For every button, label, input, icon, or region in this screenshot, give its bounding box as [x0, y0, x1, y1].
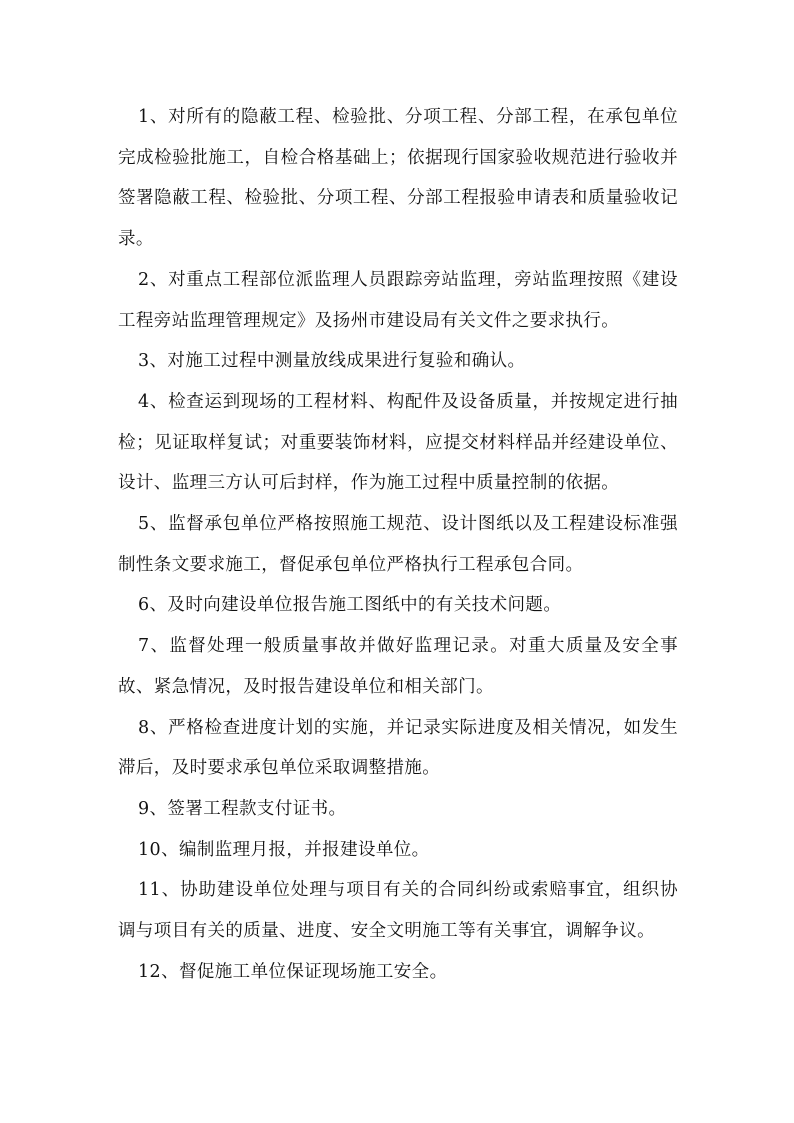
paragraph-5: 5、监督承包单位严格按照施工规范、设计图纸以及工程建设标准强制性条文要求施工，督促承包单位严格执行工程承包合同。 — [118, 514, 678, 575]
paragraph-3: 3、对施工过程中测量放线成果进行复验和确认。 — [138, 351, 526, 372]
paragraph-8: 8、严格检查进度计划的实施，并记录实际进度及相关情况，如发生滞后，及时要求承包单位采取调整措施。 — [118, 717, 678, 779]
paragraph-6: 6、及时向建设单位报告施工图纸中的有关技术问题。 — [138, 595, 562, 616]
paragraph-4: 4、检查运到现场的工程材料、构配件及设备质量，并按规定进行抽检；见证取样复试；对重要装饰材料，应提交材料样品并经建设单位、设计、监理三方认可后封样，作为施工过程中质量控制的依据。 — [118, 391, 678, 494]
paragraph-1: 1、对所有的隐蔽工程、检验批、分项工程、分部工程，在承包单位完成检验批施工，自检合格基础上；依据现行国家验收规范进行验收并签署隐蔽工程、检验批、分项工程、分部工程报验申请表和质量验收记录。 — [118, 107, 678, 250]
paragraph-11: 11、协助建设单位处理与项目有关的合同纠纷或索赔事宜，组织协调与项目有关的质量、进度、安全文明施工等有关事宜，调解争议。 — [118, 880, 678, 942]
paragraph-7: 7、监督处理一般质量事故并做好监理记录。对重大质量及安全事故、紧急情况，及时报告建设单位和相关部门。 — [118, 636, 678, 697]
paragraph-2: 2、对重点工程部位派监理人员跟踪旁站监理，旁站监理按照《建设工程旁站监理管理规定》及扬州市建设局有关文件之要求执行。 — [118, 269, 678, 331]
paragraph-10: 10、编制监理月报，并报建设单位。 — [138, 839, 430, 860]
paragraph-12: 12、督促施工单位保证现场施工安全。 — [138, 961, 448, 982]
paragraph-9: 9、签署工程款支付证书。 — [138, 798, 347, 819]
document-body — [118, 97, 678, 992]
